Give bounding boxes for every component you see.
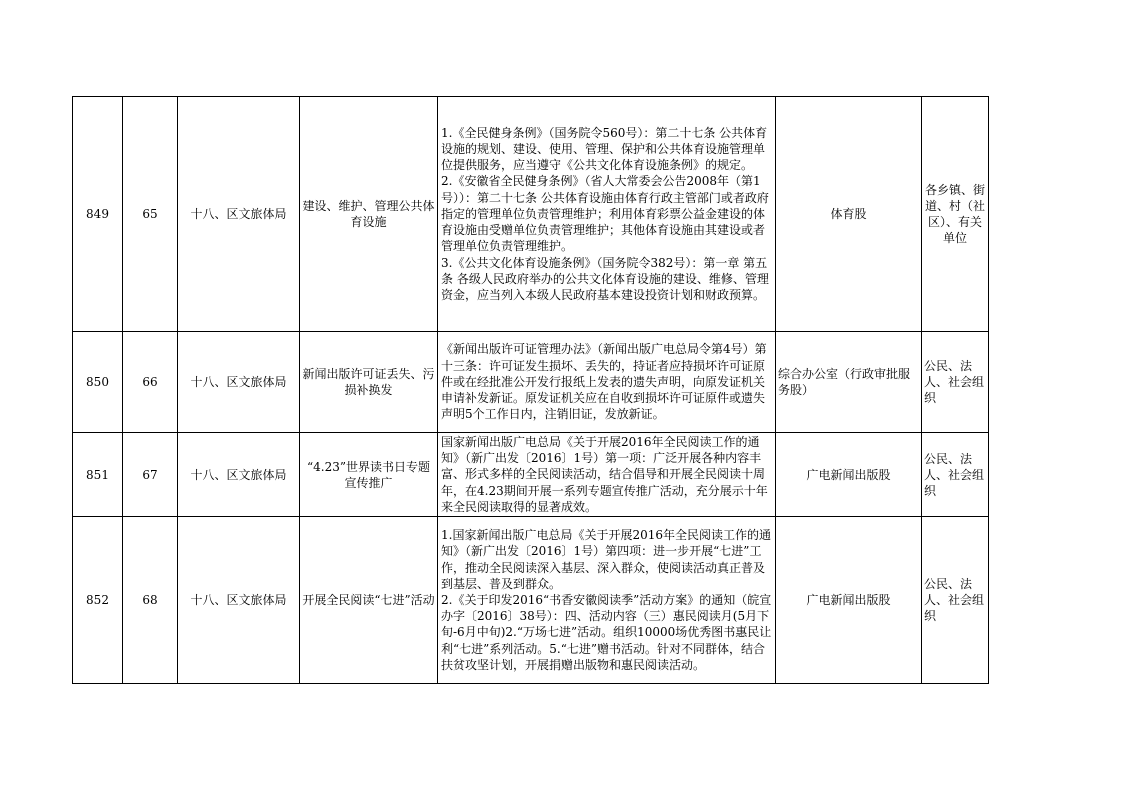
basis-cell: 1.国家新闻出版广电总局《关于开展2016年全民阅读工作的通知》（新广出发〔2016〕1号）第四项：进一步开展“七进”工作，推动全民阅读深入基层、深入群众，使阅读活动真正普及到基层、普及到群众。 2.《关于印发2016“书香安徽阅读季”活动方案》的通知（皖宣办字〔2016〕38号）：四、活动内容（三）惠民阅读月(5月下旬-6月中旬)2.“万场七进”活动。组织10000场优秀图书惠民让利“七进”系列活动。5.“七进”赠书活动。针对不同群体，结合扶贫攻坚计划，开展捐赠出版物和惠民阅读活动。 — [438, 517, 776, 684]
item-cell: 开展全民阅读“七进”活动 — [300, 517, 438, 684]
dept-cell: 十八、区文旅体局 — [178, 433, 300, 517]
sub-seq-cell: 68 — [123, 517, 178, 684]
item-cell: 建设、维护、管理公共体育设施 — [300, 97, 438, 332]
seq-cell: 852 — [73, 517, 123, 684]
seq-cell: 851 — [73, 433, 123, 517]
seq-cell: 850 — [73, 332, 123, 433]
sub-seq-cell: 67 — [123, 433, 178, 517]
sub-seq-cell: 66 — [123, 332, 178, 433]
basis-cell: 《新闻出版许可证管理办法》（新闻出版广电总局令第4号）第十三条：许可证发生损坏、丢失的，持证者应持损坏许可证原件或在经批准公开发行报纸上发表的遗失声明，向原发证机关申请补发新证。原发证机关应在自收到损坏许可证原件或遗失声明5个工作日内，注销旧证，发放新证。 — [438, 332, 776, 433]
table-row — [73, 97, 989, 332]
matters-table — [72, 96, 989, 684]
target-cell: 各乡镇、街道、村（社区）、有关单位 — [922, 97, 989, 332]
basis-cell: 1.《全民健身条例》（国务院令560号）：第二十七条 公共体育设施的规划、建设、使用、管理、保护和公共体育设施管理单位提供服务，应当遵守《公共文化体育设施条例》的规定。 2.《安徽省全民健身条例》（省人大常委会公告2008年（第1号））：第二十七条 公共体育设施由体育行政主管部门或者政府指定的管理单位负责管理维护；利用体育彩票公益金建设的体育设施由受赠单位负责管理维护；其他体育设施由其建设或者管理单位负责管理维护。 3.《公共文化体育设施条例》（国务院令382号）：第一章 第五条 各级人民政府举办的公共文化体育设施的建设、维修、管理资金，应当列入本级人民政府基本建设投资计划和财政预算。 — [438, 97, 776, 332]
office-cell: 广电新闻出版股 — [776, 433, 922, 517]
item-cell: 新闻出版许可证丢失、污损补换发 — [300, 332, 438, 433]
target-cell: 公民、法人、社会组织 — [922, 332, 989, 433]
dept-cell: 十八、区文旅体局 — [178, 517, 300, 684]
item-cell: “4.23”世界读书日专题宣传推广 — [300, 433, 438, 517]
dept-cell: 十八、区文旅体局 — [178, 332, 300, 433]
table-row — [73, 517, 989, 684]
target-cell: 公民、法人、社会组织 — [922, 433, 989, 517]
table-row — [73, 433, 989, 517]
target-cell: 公民、法人、社会组织 — [922, 517, 989, 684]
office-cell: 广电新闻出版股 — [776, 517, 922, 684]
table-row — [73, 332, 989, 433]
office-cell: 体育股 — [776, 97, 922, 332]
office-cell: 综合办公室（行政审批服务股） — [776, 332, 922, 433]
basis-cell: 国家新闻出版广电总局《关于开展2016年全民阅读工作的通知》（新广出发〔2016〕1号）第一项：广泛开展各种内容丰富、形式多样的全民阅读活动，结合倡导和开展全民阅读十周年，在4.23期间开展一系列专题宣传推广活动，充分展示十年来全民阅读取得的显著成效。 — [438, 433, 776, 517]
dept-cell: 十八、区文旅体局 — [178, 97, 300, 332]
seq-cell: 849 — [73, 97, 123, 332]
sub-seq-cell: 65 — [123, 97, 178, 332]
